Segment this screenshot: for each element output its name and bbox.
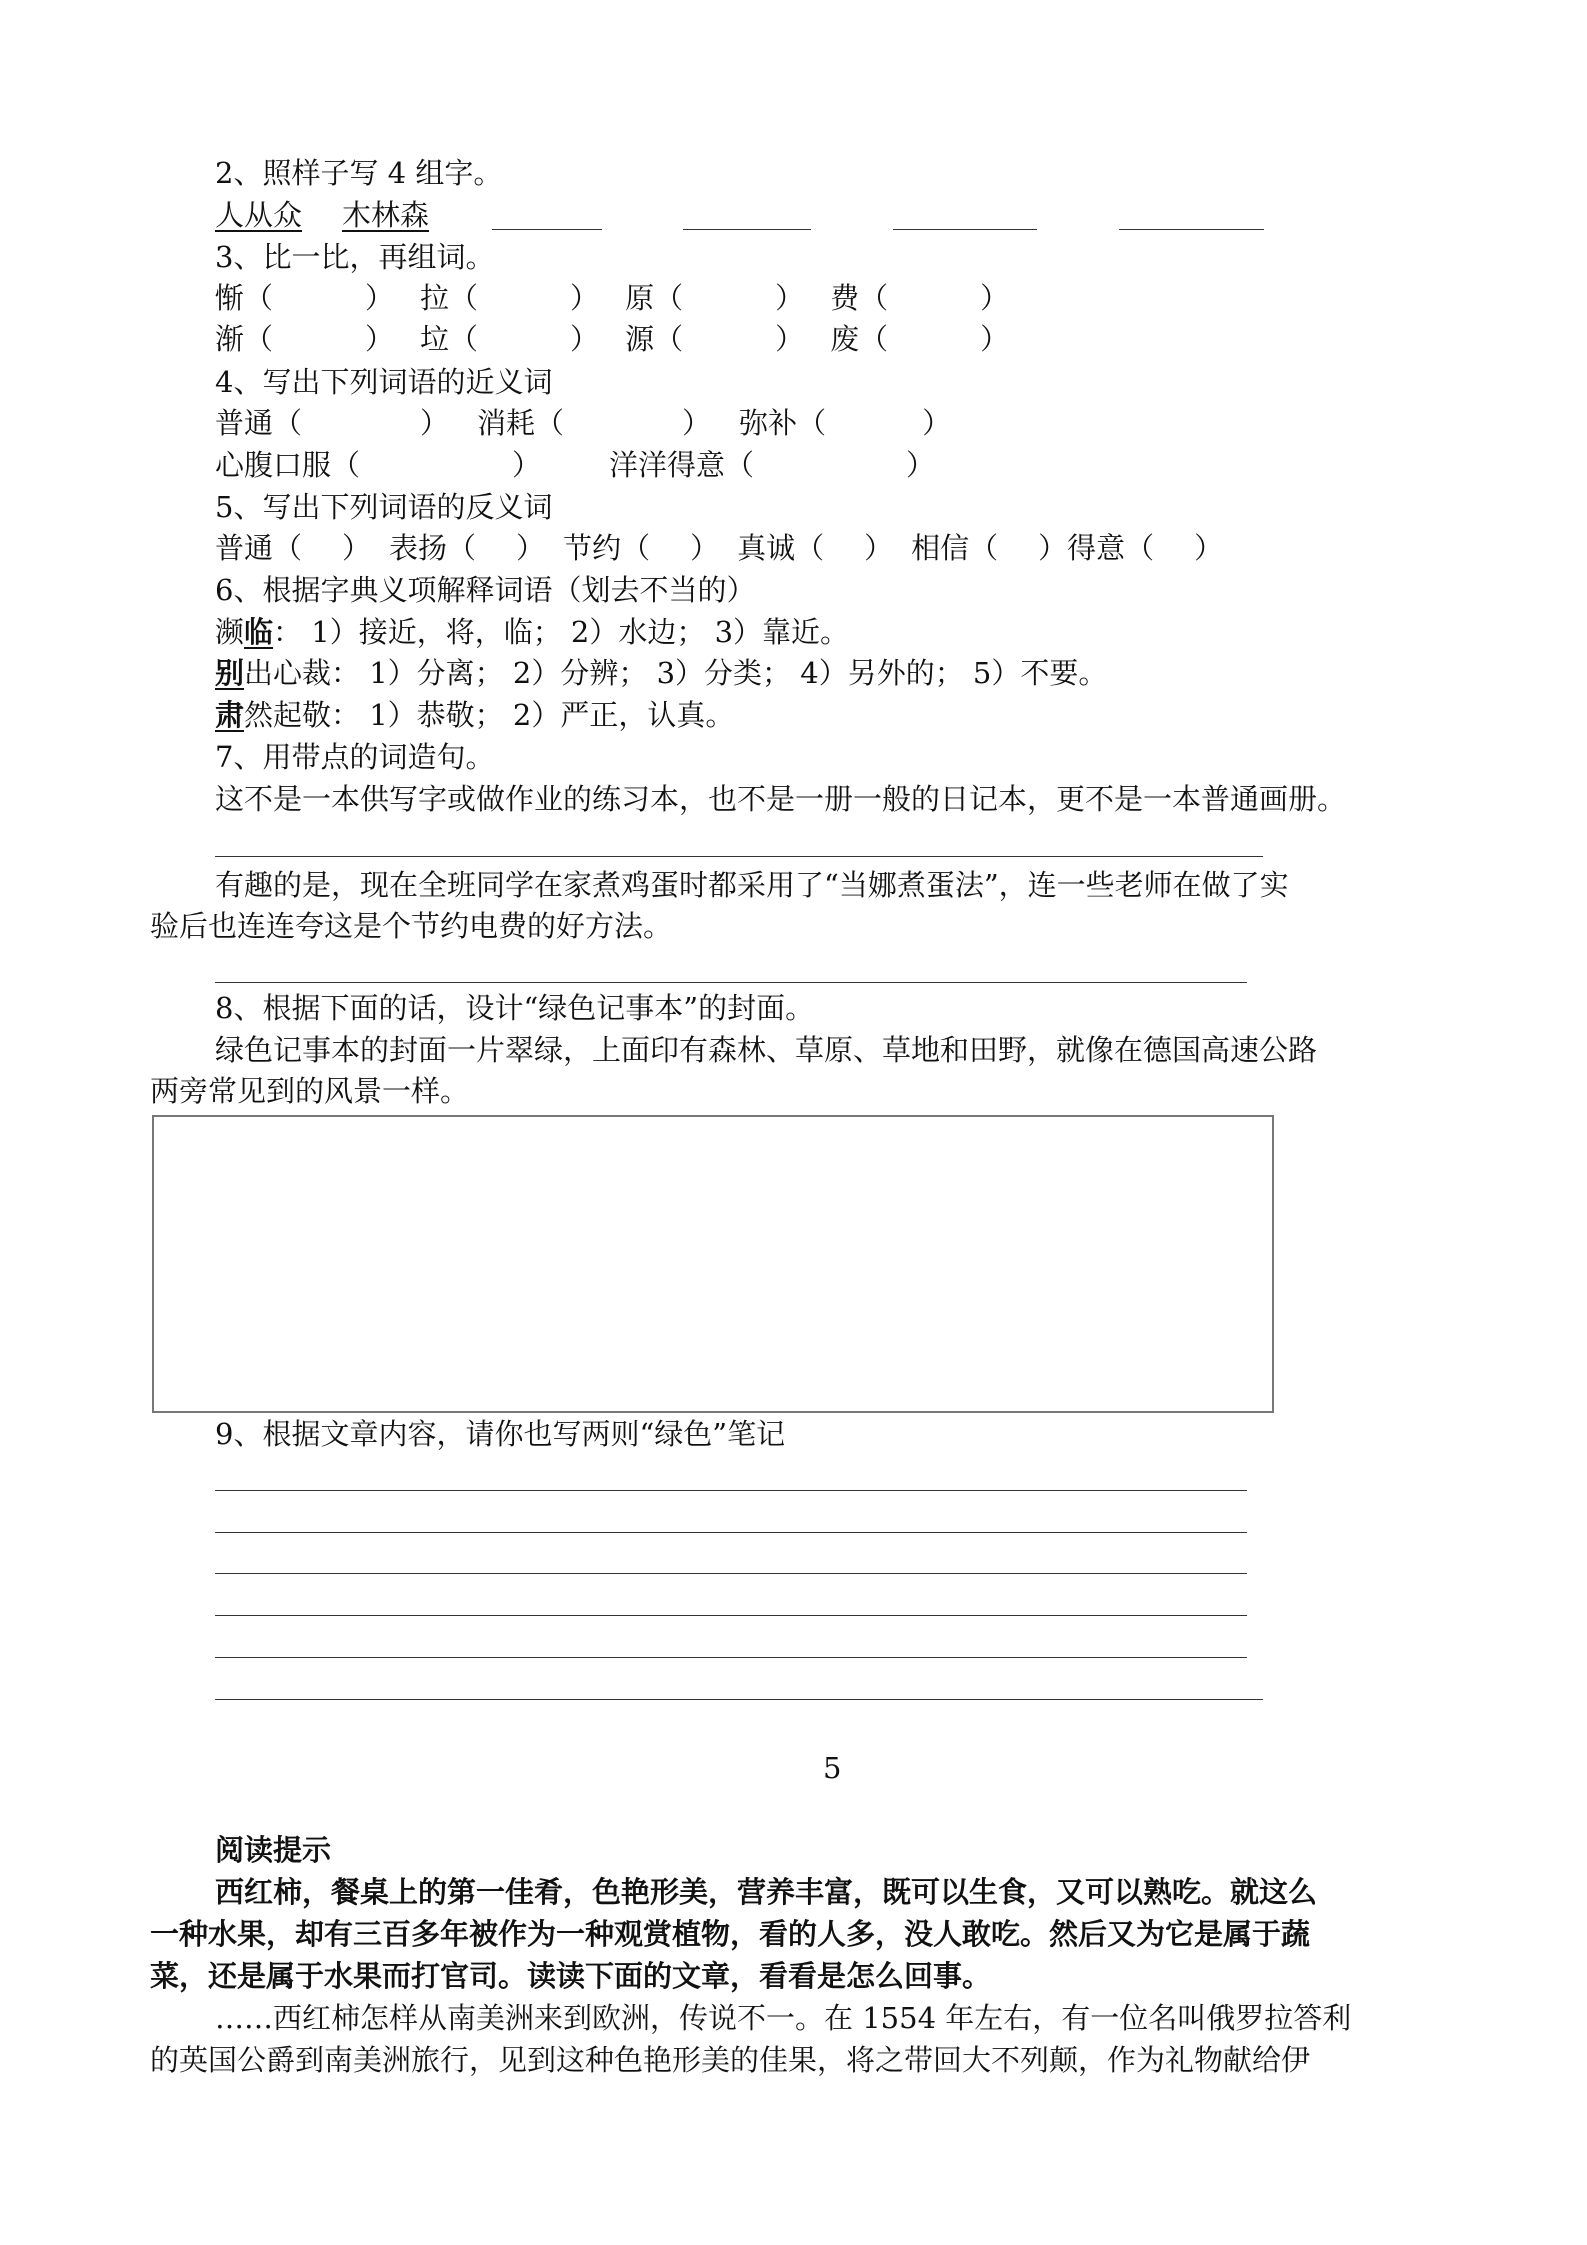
q5-word-6: ）得意（ <box>1038 531 1155 565</box>
q3-r2-close-1: ） <box>365 322 395 356</box>
q3-r2-close-4: ） <box>980 322 1010 356</box>
q9-answer-line-5[interactable] <box>215 1657 1247 1658</box>
q3-r2-word-3: 源（ <box>625 322 684 356</box>
q3-title: 3、比一比，再组词。 <box>215 240 495 274</box>
q7-sentence-1: 这不是一本供写字或做作业的练习本，也不是一册一般的日记本，更不是一本普通画册。 <box>215 782 1347 816</box>
q7-answer-line-1[interactable] <box>215 856 1263 857</box>
q7-sentence-2-line-2: 验后也连连夸这是个节约电费的好方法。 <box>150 909 673 943</box>
q3-r1-close-2: ） <box>570 281 600 315</box>
q4-row-1 <box>215 403 951 443</box>
q5-close-3: ） <box>690 531 720 565</box>
q5-close-4: ） <box>864 531 894 565</box>
q8-text-line-1: 绿色记事本的封面一片翠绿，上面印有森林、草原、草地和田野，就像在德国高速公路 <box>215 1033 1318 1067</box>
q4-r1-close-2: ） <box>682 406 712 440</box>
q5-word-5: 相信（ <box>911 531 999 565</box>
reading-body-line-2: 的英国公爵到南美洲旅行，见到这种色艳形美的佳果，将之带回大不列颠，作为礼物献给伊 <box>150 2043 1311 2077</box>
q2-example-1: 人从众 <box>215 198 303 232</box>
q6-item-2-text: 出心裁： 1）分离； 2）分辨； 3）分类； 4）另外的； 5）不要。 <box>244 656 1108 690</box>
q6-title: 6、根据字典义项解释词语（划去不当的） <box>215 573 756 607</box>
reading-heading: 阅读提示 <box>215 1833 332 1867</box>
q8-cover-design-box[interactable] <box>152 1115 1274 1413</box>
q3-r1-word-4: 费（ <box>830 281 889 315</box>
q3-r1-word-1: 惭（ <box>215 281 274 315</box>
q5-close-1: ） <box>342 531 372 565</box>
q3-r1-close-4: ） <box>980 281 1010 315</box>
q6-item-1-prefix: 濒 <box>215 615 245 649</box>
q5-word-3: 节约（ <box>563 531 651 565</box>
q5-word-2: 表扬（ <box>389 531 477 565</box>
q3-r2-word-4: 废（ <box>830 322 889 356</box>
q6-item-1-text: ： 1）接近，将，临； 2）水边； 3）靠近。 <box>273 615 850 649</box>
q2-blank-4[interactable] <box>1119 229 1264 230</box>
q2-blank-1[interactable] <box>492 229 602 230</box>
q2-example-2: 木林森 <box>342 198 430 232</box>
q9-answer-line-1[interactable] <box>215 1490 1247 1491</box>
q6-item-2-key: 别 <box>215 656 245 690</box>
q4-title: 4、写出下列词语的近义词 <box>215 365 553 399</box>
q5-title: 5、写出下列词语的反义词 <box>215 490 553 524</box>
q6-item-1-key: 临 <box>244 615 274 649</box>
q4-r1-word-1: 普通（ <box>215 406 303 440</box>
q3-row-1 <box>215 278 1009 318</box>
section-number: 5 <box>823 1751 842 1785</box>
q5-word-1: 普通（ <box>215 531 303 565</box>
q6-item-2 <box>215 653 1107 693</box>
q2-blank-3[interactable] <box>893 229 1037 230</box>
reading-intro-line-1: 西红柿，餐桌上的第一佳肴，色艳形美，营养丰富，既可以生食，又可以熟吃。就这么 <box>215 1875 1318 1909</box>
q7-title: 7、用带点的词造句。 <box>215 740 495 774</box>
q6-item-1 <box>215 612 849 652</box>
q3-row-2 <box>215 319 1009 359</box>
q3-r1-close-1: ） <box>365 281 395 315</box>
q5-word-4: 真诚（ <box>737 531 825 565</box>
q5-close-6: ） <box>1194 531 1224 565</box>
q4-r1-word-2: 消耗（ <box>477 406 565 440</box>
q3-r1-close-3: ） <box>775 281 805 315</box>
q4-r2-close-1: ） <box>512 448 542 482</box>
q2-title: 2、照样子写 4 组字。 <box>215 156 503 190</box>
reading-intro-line-3: 菜，还是属于水果而打官司。读读下面的文章，看看是怎么回事。 <box>150 1959 992 1993</box>
q8-text-line-2: 两旁常见到的风景一样。 <box>150 1074 470 1108</box>
q9-answer-line-6[interactable] <box>215 1699 1263 1700</box>
q5-row <box>215 528 1223 568</box>
q4-r2-close-2: ） <box>906 448 936 482</box>
q2-examples <box>215 195 429 235</box>
q4-row-2 <box>215 445 935 485</box>
q8-title: 8、根据下面的话，设计“绿色记事本”的封面。 <box>215 991 815 1025</box>
reading-body-line-1: ……西红柿怎样从南美洲来到欧洲，传说不一。在 1554 年左右，有一位名叫俄罗拉答利 <box>215 2001 1352 2035</box>
q6-item-3-text: 然起敬： 1）恭敬； 2）严正，认真。 <box>244 698 735 732</box>
q3-r1-word-2: 拉（ <box>420 281 479 315</box>
reading-intro-line-2: 一种水果，却有三百多年被作为一种观赏植物，看的人多，没人敢吃。然后又为它是属于蔬 <box>150 1917 1311 1951</box>
q9-answer-line-2[interactable] <box>215 1532 1247 1533</box>
q2-blank-2[interactable] <box>683 229 811 230</box>
q9-answer-line-4[interactable] <box>215 1615 1247 1616</box>
q7-sentence-2-line-1: 有趣的是，现在全班同学在家煮鸡蛋时都采用了“当娜煮蛋法”，连一些老师在做了实 <box>215 868 1289 902</box>
q3-r2-word-1: 渐（ <box>215 322 274 356</box>
q4-r1-word-3: 弥补（ <box>739 406 827 440</box>
q3-r1-word-3: 原（ <box>625 281 684 315</box>
q6-item-3-key: 肃 <box>215 698 245 732</box>
q7-answer-line-2[interactable] <box>215 982 1247 983</box>
q6-item-3 <box>215 695 734 735</box>
q4-r1-close-1: ） <box>420 406 450 440</box>
q4-r1-close-3: ） <box>922 406 952 440</box>
q4-r2-word-2: 洋洋得意（ <box>609 448 755 482</box>
q9-answer-line-3[interactable] <box>215 1573 1247 1574</box>
q3-r2-close-3: ） <box>775 322 805 356</box>
q3-r2-word-2: 垃（ <box>420 322 479 356</box>
q5-close-2: ） <box>516 531 546 565</box>
q3-r2-close-2: ） <box>570 322 600 356</box>
q9-title: 9、根据文章内容，请你也写两则“绿色”笔记 <box>215 1417 786 1451</box>
q4-r2-word-1: 心腹口服（ <box>215 448 361 482</box>
